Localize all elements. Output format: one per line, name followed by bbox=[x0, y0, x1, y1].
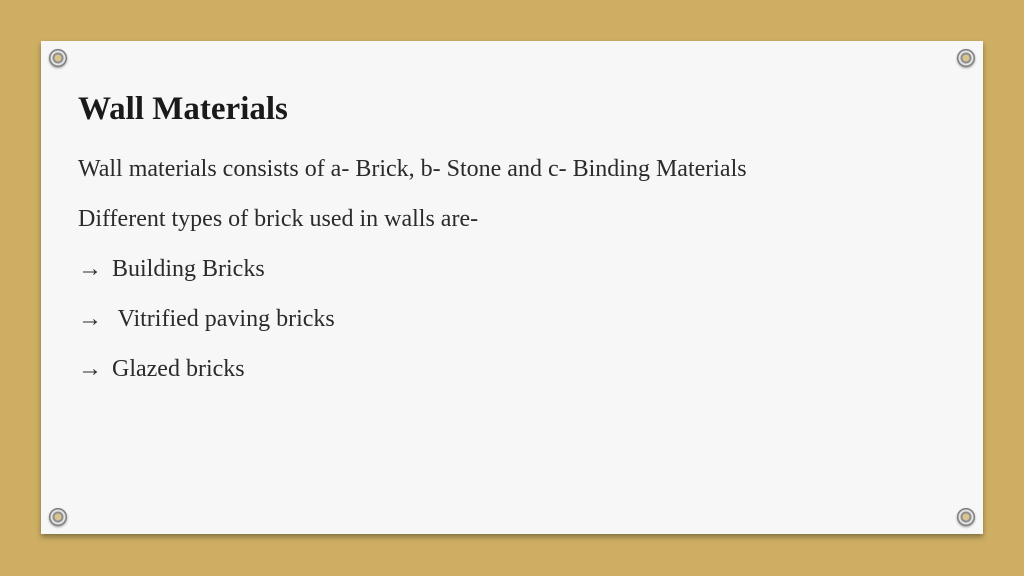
list-item bbox=[78, 356, 245, 383]
arrow-right-icon: → bbox=[78, 356, 102, 382]
list-item-label: Vitrified paving bricks bbox=[112, 306, 335, 332]
list-item-label: Building Bricks bbox=[112, 256, 265, 282]
intro-text: Wall materials consists of a- Brick, b- Stone and c- Binding Materials bbox=[78, 156, 747, 182]
arrow-right-icon: → bbox=[78, 256, 102, 282]
subhead-text: Different types of brick used in walls are- bbox=[78, 206, 479, 232]
pushpin-icon bbox=[957, 508, 975, 526]
slide-board bbox=[41, 41, 983, 534]
list-item bbox=[78, 306, 335, 333]
slide-title: Wall Materials bbox=[78, 91, 288, 127]
list-item-label: Glazed bricks bbox=[112, 356, 245, 382]
pushpin-icon bbox=[49, 49, 67, 67]
pushpin-icon bbox=[957, 49, 975, 67]
list-item bbox=[78, 256, 265, 283]
arrow-right-icon: → bbox=[78, 306, 102, 332]
pushpin-icon bbox=[49, 508, 67, 526]
